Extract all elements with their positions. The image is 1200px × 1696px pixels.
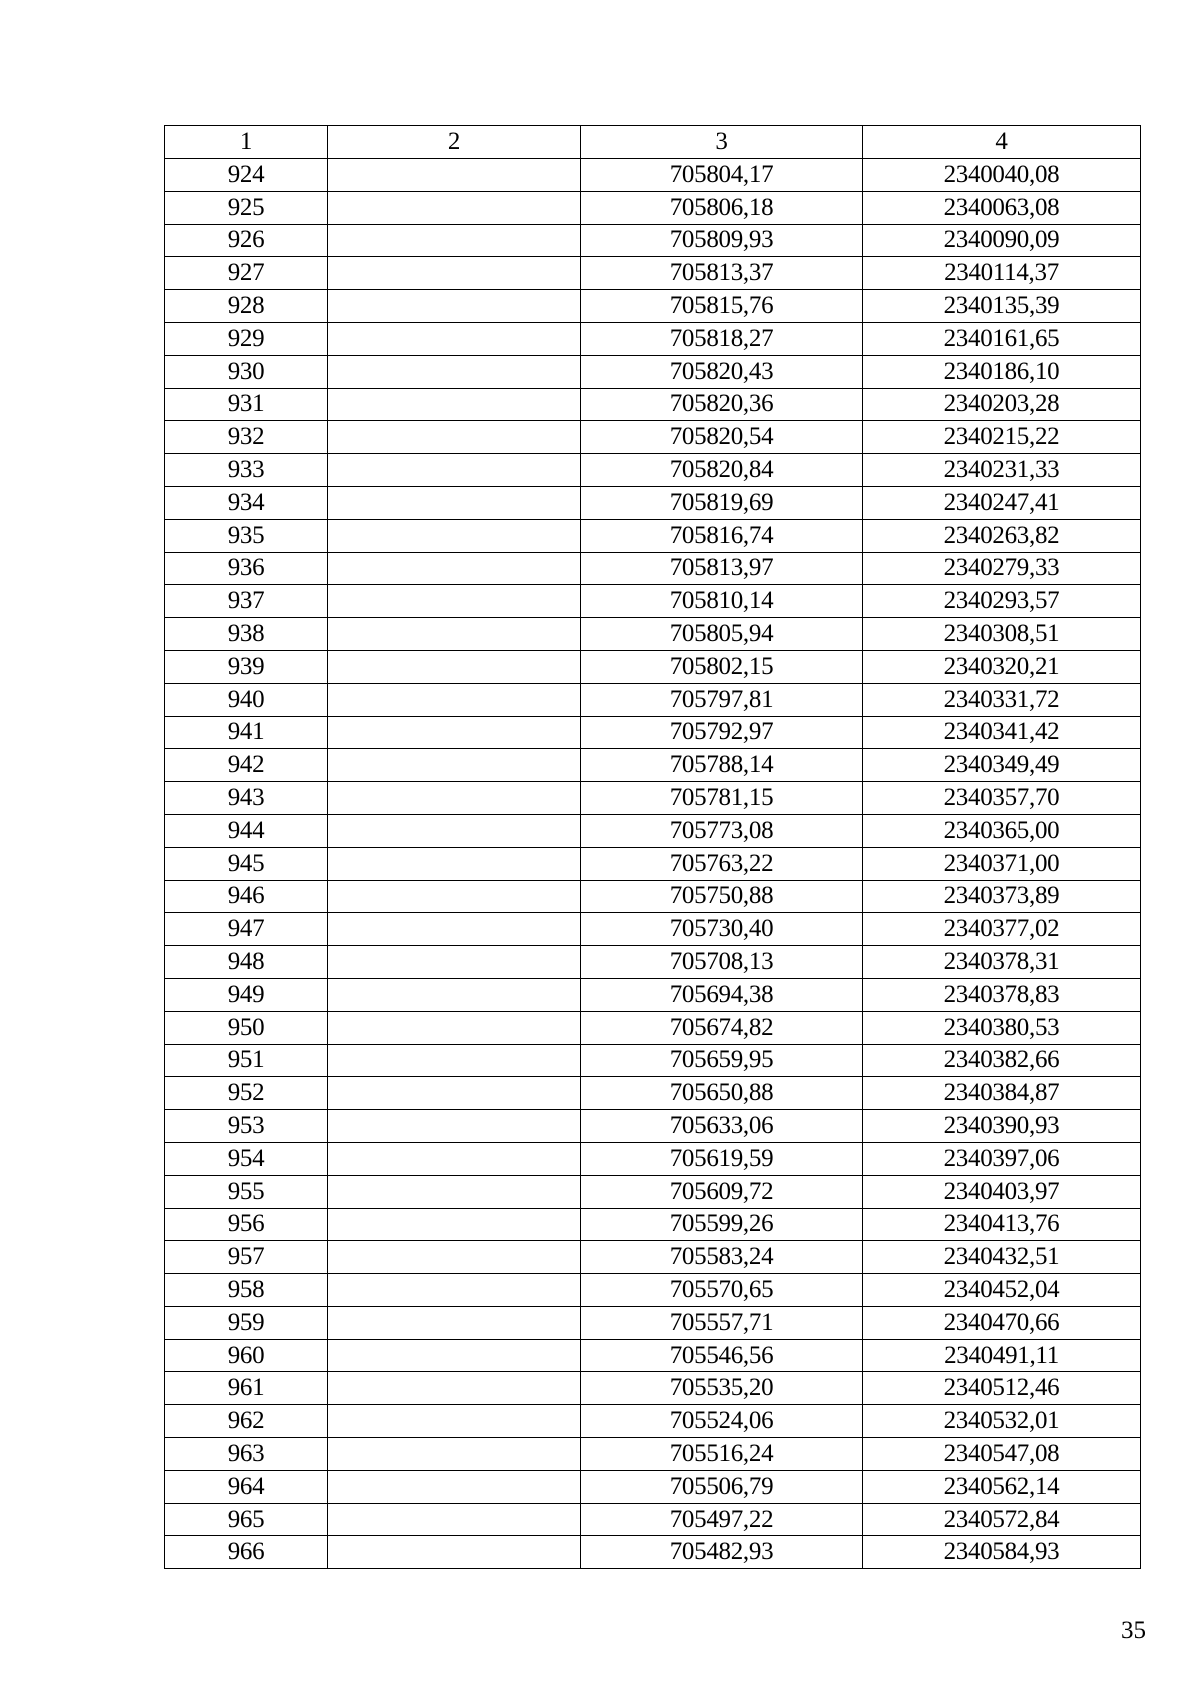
- y-coordinate-cell: 2340341,42: [863, 716, 1141, 749]
- point-number-cell: 930: [165, 355, 328, 388]
- table-row: [165, 1011, 1141, 1044]
- empty-cell: [328, 1306, 581, 1339]
- table-row: [165, 913, 1141, 946]
- y-coordinate-cell: 2340247,41: [863, 486, 1141, 519]
- y-coordinate-cell: 2340512,46: [863, 1372, 1141, 1405]
- table-row: [165, 585, 1141, 618]
- x-coordinate-cell: 705820,54: [581, 421, 863, 454]
- table-row: [165, 814, 1141, 847]
- x-coordinate-cell: 705788,14: [581, 749, 863, 782]
- x-coordinate-cell: 705805,94: [581, 618, 863, 651]
- x-coordinate-cell: 705781,15: [581, 782, 863, 815]
- empty-cell: [328, 1077, 581, 1110]
- empty-cell: [328, 880, 581, 913]
- point-number-cell: 924: [165, 159, 328, 192]
- empty-cell: [328, 486, 581, 519]
- empty-cell: [328, 1011, 581, 1044]
- table-row: [165, 1372, 1141, 1405]
- table-row: [165, 650, 1141, 683]
- table-row: [165, 1438, 1141, 1471]
- y-coordinate-cell: 2340403,97: [863, 1175, 1141, 1208]
- empty-cell: [328, 683, 581, 716]
- x-coordinate-cell: 705650,88: [581, 1077, 863, 1110]
- empty-cell: [328, 978, 581, 1011]
- empty-cell: [328, 421, 581, 454]
- point-number-cell: 956: [165, 1208, 328, 1241]
- x-coordinate-cell: 705816,74: [581, 519, 863, 552]
- y-coordinate-cell: 2340562,14: [863, 1470, 1141, 1503]
- y-coordinate-cell: 2340371,00: [863, 847, 1141, 880]
- table-row: [165, 1306, 1141, 1339]
- point-number-cell: 953: [165, 1110, 328, 1143]
- point-number-cell: 959: [165, 1306, 328, 1339]
- x-coordinate-cell: 705570,65: [581, 1274, 863, 1307]
- x-coordinate-cell: 705773,08: [581, 814, 863, 847]
- empty-cell: [328, 1142, 581, 1175]
- x-coordinate-cell: 705730,40: [581, 913, 863, 946]
- point-number-cell: 949: [165, 978, 328, 1011]
- x-coordinate-cell: 705609,72: [581, 1175, 863, 1208]
- column-header-2: 2: [328, 126, 581, 159]
- y-coordinate-cell: 2340365,00: [863, 814, 1141, 847]
- x-coordinate-cell: 705619,59: [581, 1142, 863, 1175]
- x-coordinate-cell: 705819,69: [581, 486, 863, 519]
- point-number-cell: 966: [165, 1536, 328, 1569]
- column-header-3: 3: [581, 126, 863, 159]
- x-coordinate-cell: 705804,17: [581, 159, 863, 192]
- table-row: [165, 946, 1141, 979]
- x-coordinate-cell: 705797,81: [581, 683, 863, 716]
- x-coordinate-cell: 705708,13: [581, 946, 863, 979]
- y-coordinate-cell: 2340063,08: [863, 191, 1141, 224]
- point-number-cell: 947: [165, 913, 328, 946]
- table-row: [165, 978, 1141, 1011]
- empty-cell: [328, 650, 581, 683]
- empty-cell: [328, 191, 581, 224]
- x-coordinate-cell: 705792,97: [581, 716, 863, 749]
- x-coordinate-cell: 705599,26: [581, 1208, 863, 1241]
- point-number-cell: 948: [165, 946, 328, 979]
- table-row: [165, 1274, 1141, 1307]
- point-number-cell: 932: [165, 421, 328, 454]
- y-coordinate-cell: 2340377,02: [863, 913, 1141, 946]
- y-coordinate-cell: 2340384,87: [863, 1077, 1141, 1110]
- point-number-cell: 933: [165, 454, 328, 487]
- point-number-cell: 964: [165, 1470, 328, 1503]
- table-row: [165, 683, 1141, 716]
- empty-cell: [328, 618, 581, 651]
- point-number-cell: 942: [165, 749, 328, 782]
- empty-cell: [328, 519, 581, 552]
- table-row: [165, 1405, 1141, 1438]
- empty-cell: [328, 1438, 581, 1471]
- table-row: [165, 191, 1141, 224]
- point-number-cell: 925: [165, 191, 328, 224]
- point-number-cell: 939: [165, 650, 328, 683]
- table-row: [165, 1241, 1141, 1274]
- page-number: 35: [1121, 1617, 1146, 1644]
- y-coordinate-cell: 2340161,65: [863, 322, 1141, 355]
- point-number-cell: 952: [165, 1077, 328, 1110]
- y-coordinate-cell: 2340378,31: [863, 946, 1141, 979]
- point-number-cell: 965: [165, 1503, 328, 1536]
- empty-cell: [328, 716, 581, 749]
- y-coordinate-cell: 2340378,83: [863, 978, 1141, 1011]
- table-row: [165, 355, 1141, 388]
- empty-cell: [328, 159, 581, 192]
- empty-cell: [328, 1208, 581, 1241]
- point-number-cell: 958: [165, 1274, 328, 1307]
- empty-cell: [328, 1372, 581, 1405]
- y-coordinate-cell: 2340452,04: [863, 1274, 1141, 1307]
- table-row: [165, 749, 1141, 782]
- table-row: [165, 1503, 1141, 1536]
- column-header-1: 1: [165, 126, 328, 159]
- y-coordinate-cell: 2340413,76: [863, 1208, 1141, 1241]
- empty-cell: [328, 1405, 581, 1438]
- table-row: [165, 224, 1141, 257]
- table-row: [165, 1142, 1141, 1175]
- x-coordinate-cell: 705806,18: [581, 191, 863, 224]
- y-coordinate-cell: 2340203,28: [863, 388, 1141, 421]
- y-coordinate-cell: 2340114,37: [863, 257, 1141, 290]
- empty-cell: [328, 257, 581, 290]
- y-coordinate-cell: 2340040,08: [863, 159, 1141, 192]
- table-row: [165, 454, 1141, 487]
- point-number-cell: 940: [165, 683, 328, 716]
- table-row: [165, 1536, 1141, 1569]
- y-coordinate-cell: 2340293,57: [863, 585, 1141, 618]
- table-row: [165, 421, 1141, 454]
- point-number-cell: 934: [165, 486, 328, 519]
- table-row: [165, 1077, 1141, 1110]
- x-coordinate-cell: 705633,06: [581, 1110, 863, 1143]
- empty-cell: [328, 847, 581, 880]
- x-coordinate-cell: 705546,56: [581, 1339, 863, 1372]
- point-number-cell: 944: [165, 814, 328, 847]
- table-row: [165, 388, 1141, 421]
- empty-cell: [328, 1536, 581, 1569]
- empty-cell: [328, 1175, 581, 1208]
- y-coordinate-cell: 2340390,93: [863, 1110, 1141, 1143]
- empty-cell: [328, 913, 581, 946]
- point-number-cell: 951: [165, 1044, 328, 1077]
- empty-cell: [328, 322, 581, 355]
- point-number-cell: 929: [165, 322, 328, 355]
- coordinates-table: [164, 125, 1141, 1569]
- x-coordinate-cell: 705818,27: [581, 322, 863, 355]
- table-row: [165, 322, 1141, 355]
- empty-cell: [328, 1044, 581, 1077]
- y-coordinate-cell: 2340470,66: [863, 1306, 1141, 1339]
- empty-cell: [328, 552, 581, 585]
- x-coordinate-cell: 705820,43: [581, 355, 863, 388]
- x-coordinate-cell: 705506,79: [581, 1470, 863, 1503]
- y-coordinate-cell: 2340231,33: [863, 454, 1141, 487]
- y-coordinate-cell: 2340432,51: [863, 1241, 1141, 1274]
- empty-cell: [328, 355, 581, 388]
- point-number-cell: 931: [165, 388, 328, 421]
- y-coordinate-cell: 2340584,93: [863, 1536, 1141, 1569]
- point-number-cell: 963: [165, 1438, 328, 1471]
- table-row: [165, 552, 1141, 585]
- x-coordinate-cell: 705809,93: [581, 224, 863, 257]
- empty-cell: [328, 946, 581, 979]
- y-coordinate-cell: 2340135,39: [863, 290, 1141, 323]
- y-coordinate-cell: 2340572,84: [863, 1503, 1141, 1536]
- point-number-cell: 943: [165, 782, 328, 815]
- y-coordinate-cell: 2340320,21: [863, 650, 1141, 683]
- y-coordinate-cell: 2340331,72: [863, 683, 1141, 716]
- empty-cell: [328, 1110, 581, 1143]
- y-coordinate-cell: 2340186,10: [863, 355, 1141, 388]
- y-coordinate-cell: 2340357,70: [863, 782, 1141, 815]
- x-coordinate-cell: 705583,24: [581, 1241, 863, 1274]
- x-coordinate-cell: 705659,95: [581, 1044, 863, 1077]
- point-number-cell: 954: [165, 1142, 328, 1175]
- y-coordinate-cell: 2340263,82: [863, 519, 1141, 552]
- empty-cell: [328, 1339, 581, 1372]
- point-number-cell: 937: [165, 585, 328, 618]
- table-row: [165, 1470, 1141, 1503]
- table-row: [165, 1175, 1141, 1208]
- y-coordinate-cell: 2340308,51: [863, 618, 1141, 651]
- y-coordinate-cell: 2340491,11: [863, 1339, 1141, 1372]
- point-number-cell: 927: [165, 257, 328, 290]
- empty-cell: [328, 1241, 581, 1274]
- x-coordinate-cell: 705516,24: [581, 1438, 863, 1471]
- point-number-cell: 955: [165, 1175, 328, 1208]
- empty-cell: [328, 749, 581, 782]
- column-header-4: 4: [863, 126, 1141, 159]
- table-row: [165, 847, 1141, 880]
- table-row: [165, 519, 1141, 552]
- x-coordinate-cell: 705813,97: [581, 552, 863, 585]
- point-number-cell: 957: [165, 1241, 328, 1274]
- point-number-cell: 950: [165, 1011, 328, 1044]
- table-row: [165, 290, 1141, 323]
- empty-cell: [328, 454, 581, 487]
- x-coordinate-cell: 705763,22: [581, 847, 863, 880]
- y-coordinate-cell: 2340279,33: [863, 552, 1141, 585]
- x-coordinate-cell: 705557,71: [581, 1306, 863, 1339]
- point-number-cell: 928: [165, 290, 328, 323]
- x-coordinate-cell: 705674,82: [581, 1011, 863, 1044]
- y-coordinate-cell: 2340382,66: [863, 1044, 1141, 1077]
- x-coordinate-cell: 705815,76: [581, 290, 863, 323]
- empty-cell: [328, 814, 581, 847]
- y-coordinate-cell: 2340349,49: [863, 749, 1141, 782]
- empty-cell: [328, 1274, 581, 1307]
- table-row: [165, 618, 1141, 651]
- y-coordinate-cell: 2340397,06: [863, 1142, 1141, 1175]
- table-body: [165, 159, 1141, 1569]
- x-coordinate-cell: 705820,36: [581, 388, 863, 421]
- empty-cell: [328, 585, 581, 618]
- table-row: [165, 486, 1141, 519]
- point-number-cell: 936: [165, 552, 328, 585]
- point-number-cell: 946: [165, 880, 328, 913]
- x-coordinate-cell: 705802,15: [581, 650, 863, 683]
- table-row: [165, 1339, 1141, 1372]
- table-row: [165, 1110, 1141, 1143]
- empty-cell: [328, 1503, 581, 1536]
- point-number-cell: 961: [165, 1372, 328, 1405]
- x-coordinate-cell: 705694,38: [581, 978, 863, 1011]
- x-coordinate-cell: 705535,20: [581, 1372, 863, 1405]
- point-number-cell: 962: [165, 1405, 328, 1438]
- table-header-row: [165, 126, 1141, 159]
- x-coordinate-cell: 705750,88: [581, 880, 863, 913]
- point-number-cell: 938: [165, 618, 328, 651]
- empty-cell: [328, 388, 581, 421]
- table-row: [165, 880, 1141, 913]
- point-number-cell: 926: [165, 224, 328, 257]
- table-row: [165, 257, 1141, 290]
- table-row: [165, 782, 1141, 815]
- table-row: [165, 159, 1141, 192]
- y-coordinate-cell: 2340532,01: [863, 1405, 1141, 1438]
- point-number-cell: 960: [165, 1339, 328, 1372]
- x-coordinate-cell: 705524,06: [581, 1405, 863, 1438]
- empty-cell: [328, 290, 581, 323]
- empty-cell: [328, 1470, 581, 1503]
- y-coordinate-cell: 2340547,08: [863, 1438, 1141, 1471]
- point-number-cell: 935: [165, 519, 328, 552]
- table-row: [165, 1044, 1141, 1077]
- point-number-cell: 945: [165, 847, 328, 880]
- point-number-cell: 941: [165, 716, 328, 749]
- x-coordinate-cell: 705820,84: [581, 454, 863, 487]
- x-coordinate-cell: 705813,37: [581, 257, 863, 290]
- empty-cell: [328, 782, 581, 815]
- x-coordinate-cell: 705497,22: [581, 1503, 863, 1536]
- table-row: [165, 716, 1141, 749]
- y-coordinate-cell: 2340380,53: [863, 1011, 1141, 1044]
- empty-cell: [328, 224, 581, 257]
- table-row: [165, 1208, 1141, 1241]
- y-coordinate-cell: 2340090,09: [863, 224, 1141, 257]
- x-coordinate-cell: 705810,14: [581, 585, 863, 618]
- x-coordinate-cell: 705482,93: [581, 1536, 863, 1569]
- y-coordinate-cell: 2340373,89: [863, 880, 1141, 913]
- y-coordinate-cell: 2340215,22: [863, 421, 1141, 454]
